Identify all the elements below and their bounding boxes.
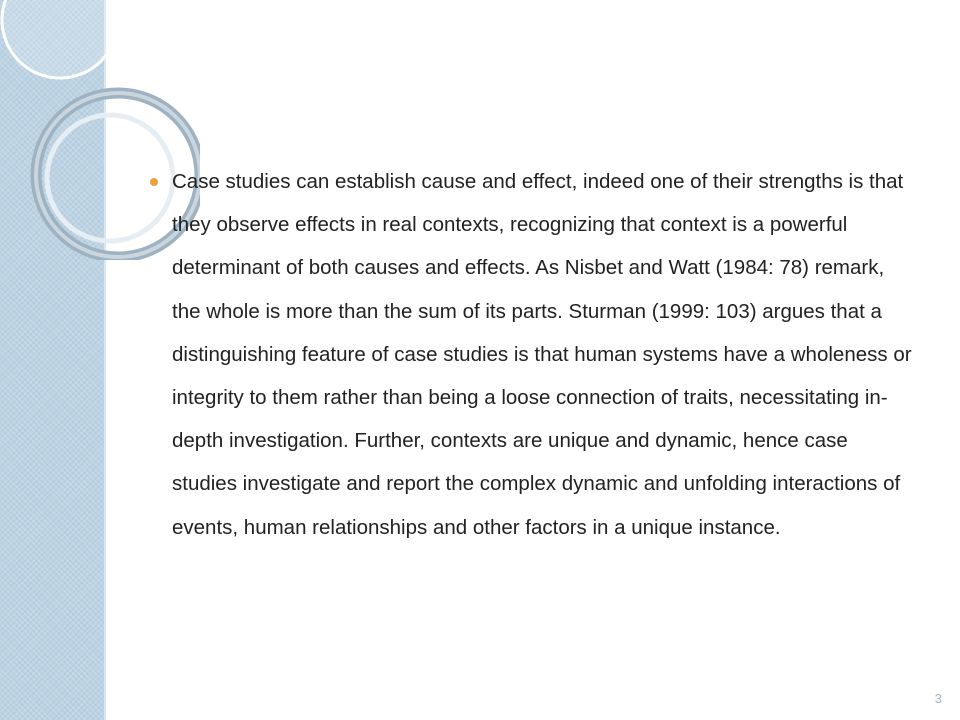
bullet-text: Case studies can establish cause and effect, indeed one of their strengths is that they observe effects in real contexts, recognizing that context is a powerful determinant of both causes and effects. As Nisbet and Watt (1984: 78) remark, the whole is more than the sum of its parts. Sturman (1999: 103) argues that a distinguishing feature of case studies is that human systems have a wholeness or integrity to them rather than being a loose connection of traits, necessitating in-depth investigation. Further, contexts are unique and dynamic, hence case studies investigate and report the complex dynamic and unfolding interactions of events, human relationships and other factors in a unique instance. <box>172 170 912 539</box>
bullet-icon <box>150 178 158 186</box>
decor-circle-top <box>2 0 118 78</box>
bullet-item <box>148 160 918 549</box>
slide-content <box>148 160 918 549</box>
page-number: 3 <box>934 691 942 706</box>
